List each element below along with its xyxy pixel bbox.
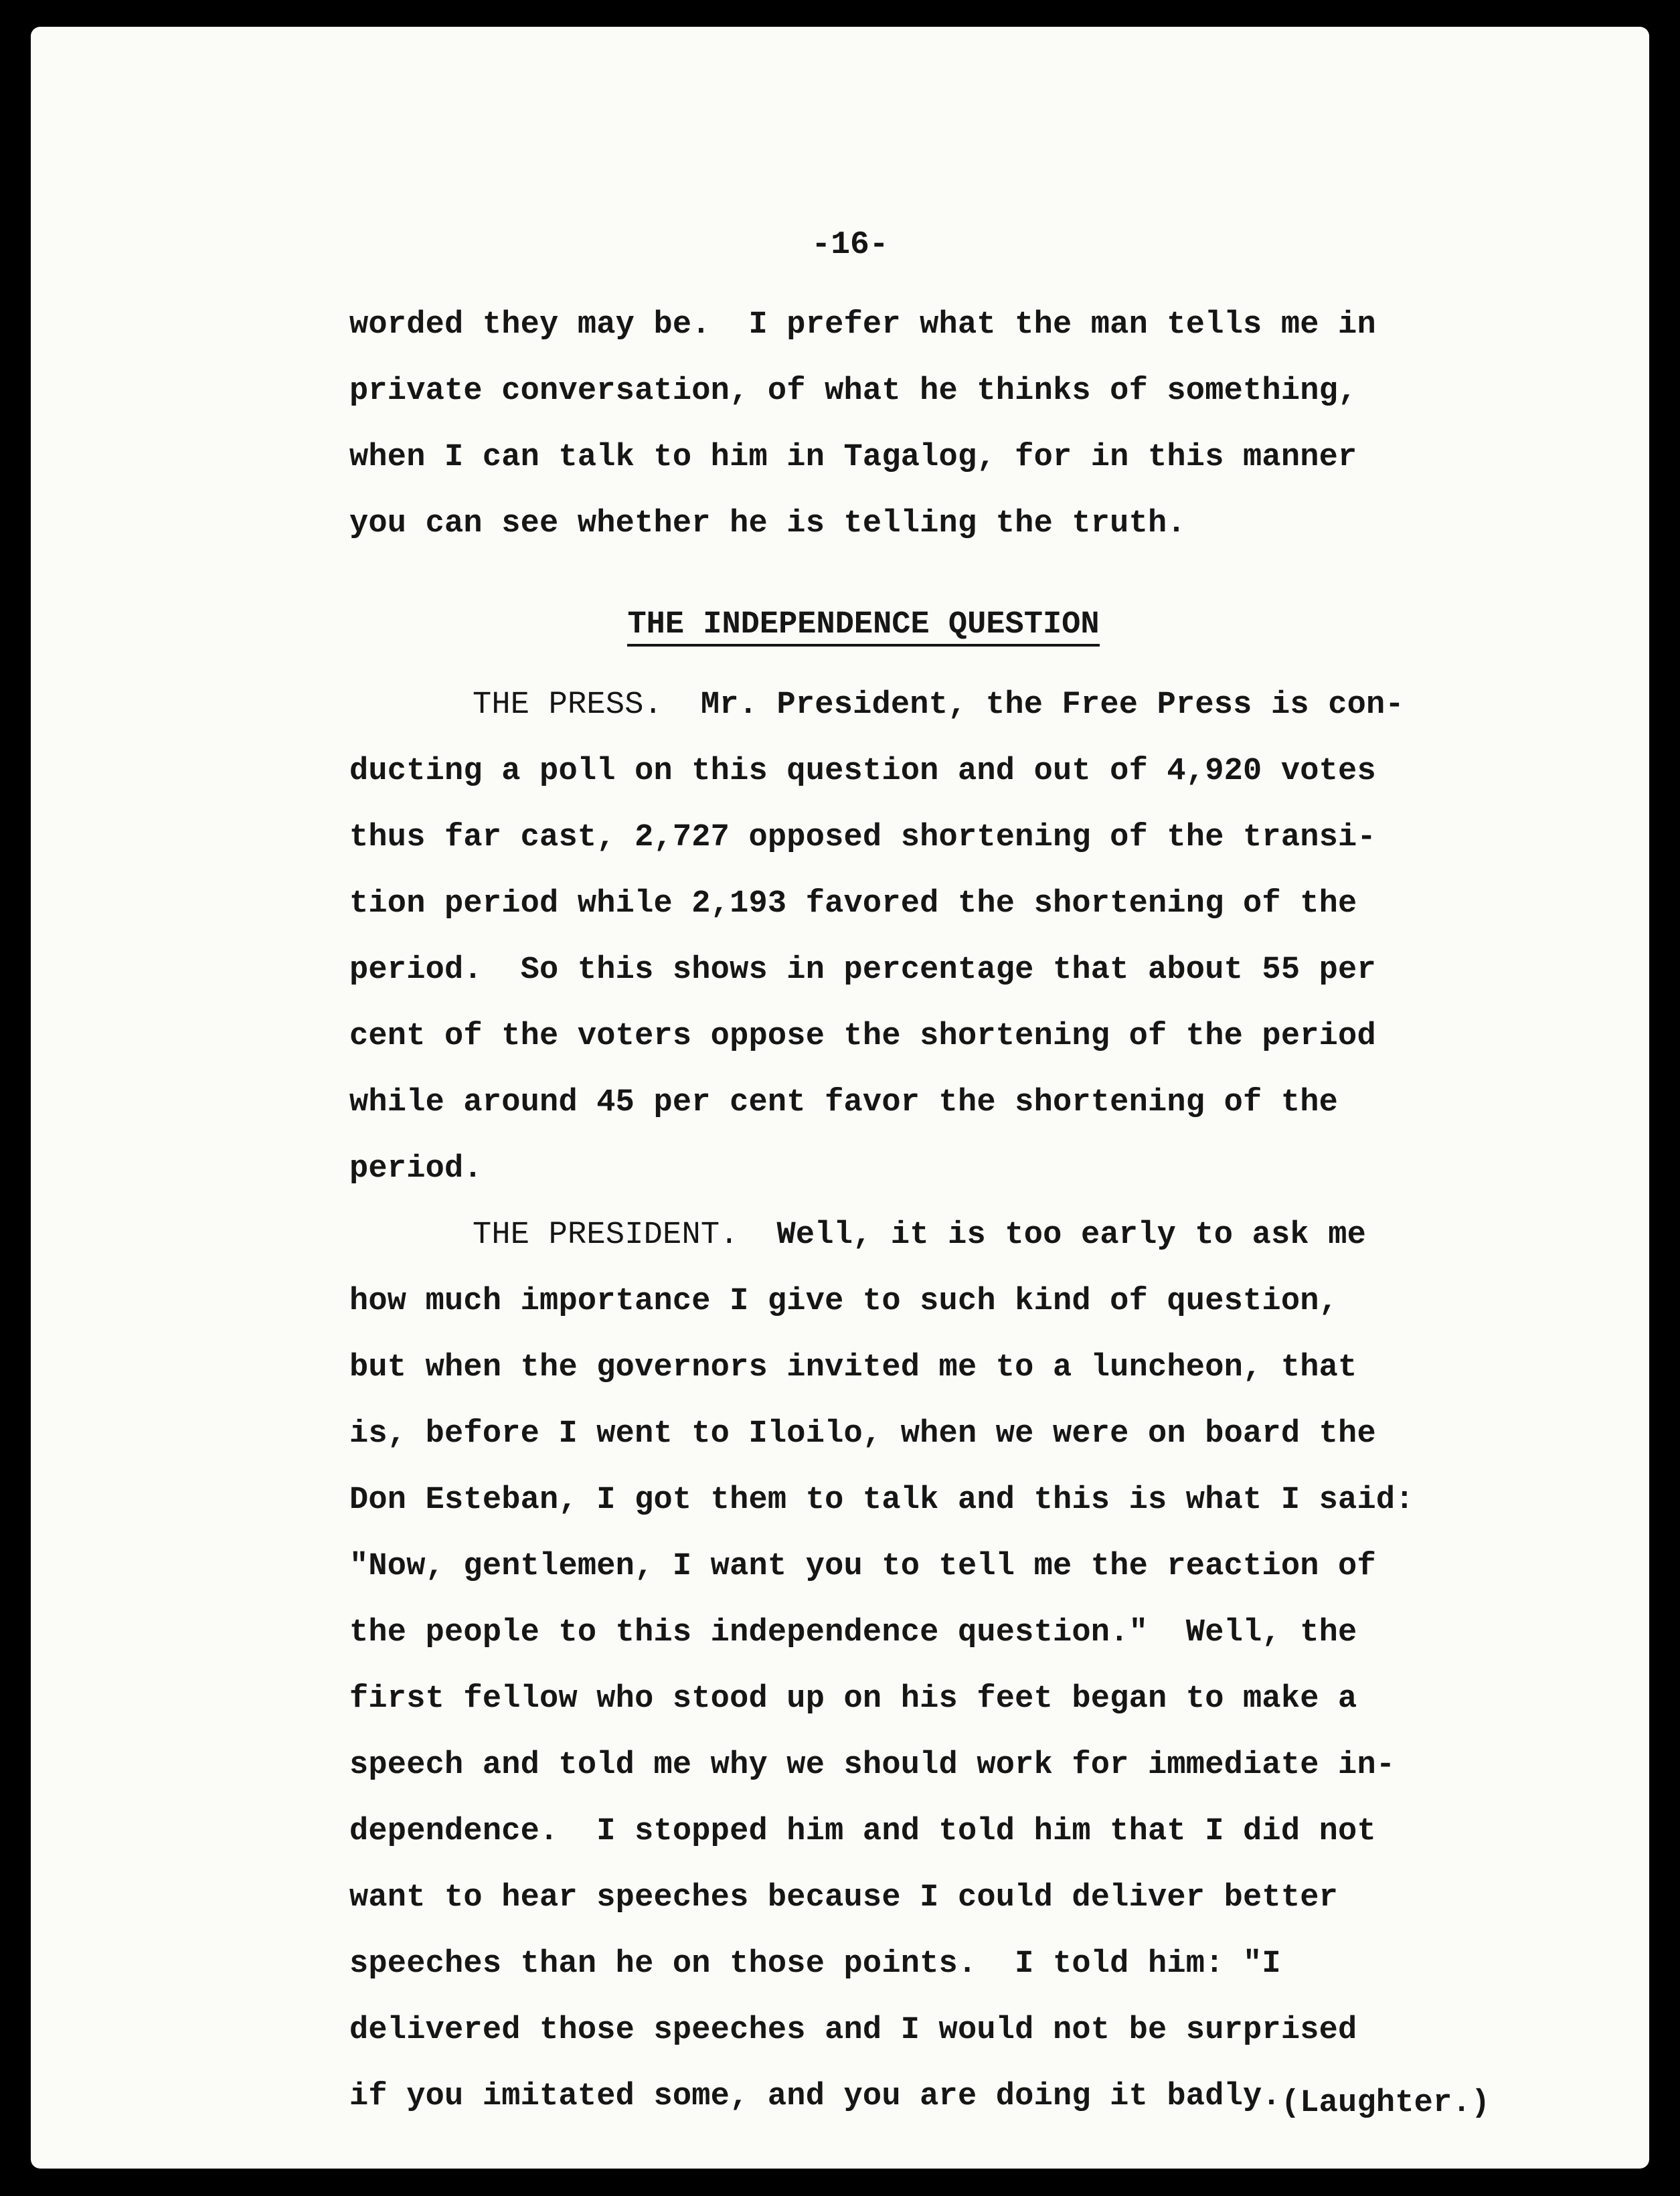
section-heading [31, 598, 1649, 652]
paragraph-continued [349, 292, 1514, 557]
text-line: period. [349, 1151, 483, 1187]
text-line: the people to this independence question." Well, the [349, 1615, 1357, 1651]
laughter-note: (Laughter.) [1280, 2086, 1491, 2121]
text-line: cent of the voters oppose the shortening of the period [349, 1019, 1376, 1054]
text-line: you can see whether he is telling the truth. [349, 506, 1186, 541]
text-line: speech and told me why we should work for immediate in- [349, 1748, 1396, 1783]
text-line: Don Esteban, I got them to talk and this is what I said: [349, 1483, 1414, 1518]
text-line: dependence. I stopped him and told him that I did not [349, 1814, 1376, 1849]
text-line: ducting a poll on this question and out of 4,920 votes [349, 754, 1376, 789]
text-line: tion period while 2,193 favored the shortening of the [349, 886, 1357, 922]
section-heading-text: THE INDEPENDENCE QUESTION [627, 607, 1099, 647]
document-page [31, 27, 1649, 2169]
text-line [349, 1202, 1514, 1268]
speaker-label: THE PRESIDENT. [473, 1217, 739, 1253]
text-line: but when the governors invited me to a luncheon, that [349, 1350, 1357, 1385]
text-line [349, 2063, 1514, 2130]
text-line: period. So this shows in percentage that about 55 per [349, 952, 1376, 988]
text-line: when I can talk to him in Tagalog, for in this manner [349, 440, 1357, 475]
text-line: is, before I went to Iloilo, when we were on board the [349, 1416, 1376, 1452]
text-line: worded they may be. I prefer what the man tells me in [349, 307, 1376, 343]
text-line: thus far cast, 2,727 opposed shortening of the transi- [349, 820, 1376, 855]
text-fragment: if you imitated some, and you are doing it badly. [349, 2079, 1281, 2114]
press-paragraph [349, 672, 1514, 1202]
text-line: speeches than he on those points. I told him: "I [349, 1946, 1281, 1982]
text-line [349, 672, 1514, 738]
page-number: -16- [811, 227, 889, 263]
text-line: delivered those speeches and I would not be surprised [349, 2013, 1357, 2048]
text-line: first fellow who stood up on his feet began to make a [349, 1681, 1357, 1717]
president-paragraph [349, 1202, 1514, 2130]
text-fragment: Well, it is too early to ask me [738, 1217, 1367, 1253]
speaker-label: THE PRESS. [473, 687, 663, 723]
text-fragment: Mr. President, the Free Press is con- [663, 687, 1404, 723]
text-line: "Now, gentlemen, I want you to tell me the reaction of [349, 1549, 1376, 1584]
text-line: private conversation, of what he thinks of something, [349, 373, 1357, 409]
text-line: want to hear speeches because I could deliver better [349, 1880, 1339, 1916]
text-line: while around 45 per cent favor the shortening of the [349, 1085, 1339, 1120]
text-line: how much importance I give to such kind of question, [349, 1284, 1339, 1319]
